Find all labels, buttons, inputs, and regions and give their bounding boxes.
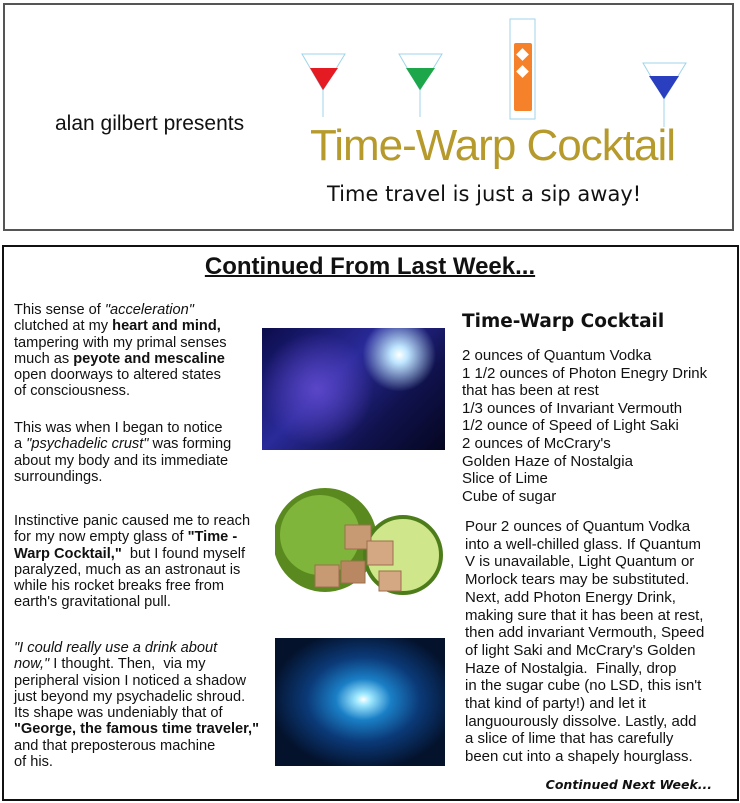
text-span: tampering with my primal senses (14, 334, 227, 351)
article-paragraph-2 (14, 420, 231, 485)
text-span: open doorways to altered states (14, 367, 221, 384)
text-span: a (14, 436, 27, 453)
continued-next-week: Continued Next Week... (545, 777, 712, 792)
paragraph-line (14, 469, 231, 485)
list-line: 2 ounces of McCrary's (462, 434, 611, 452)
tagline: Time travel is just a sip away! (327, 182, 642, 206)
list-line: that kind of party!) and let it (465, 695, 646, 713)
text-span: Instinctive panic caused me to reach (14, 513, 251, 529)
paragraph-line (14, 594, 250, 610)
paragraph-line (14, 436, 231, 452)
logo-title: Time-Warp Cocktail (310, 121, 676, 170)
header-banner (3, 3, 734, 231)
list-line: 2 ounces of Quantum Vodka (462, 347, 652, 364)
bold-text: "Time - (187, 529, 238, 546)
list-line: a slice of lime that has carefully (465, 730, 674, 748)
article-paragraph-1 (14, 302, 227, 400)
paragraph-line (14, 367, 227, 383)
paragraph-line (14, 689, 259, 705)
list-line: 1/3 ounces of Invariant Vermouth (462, 399, 683, 417)
list-line: been cut into a shapely hourglass. (465, 748, 693, 766)
paragraph-line (14, 656, 259, 672)
paragraph-line (14, 673, 259, 689)
headline: Continued From Last Week... (204, 253, 536, 280)
paragraph-line (14, 420, 231, 436)
list-line: that has been at rest (462, 382, 599, 400)
presenter-text: alan gilbert presents (55, 112, 245, 135)
list-line: Morlock tears may be substituted. (465, 571, 690, 589)
paragraph-line (14, 562, 250, 578)
article-paragraph-4 (14, 640, 259, 770)
bold-text: peyote and mescaline (73, 350, 225, 367)
paragraph-line (14, 546, 250, 562)
bold-text: Warp Cocktail," (14, 545, 122, 562)
text-span: but I found myself (121, 545, 246, 562)
paragraph-line (14, 721, 259, 737)
text-span: and that preposterous machine (14, 737, 216, 754)
text-span: about my body and its immediate (14, 452, 229, 469)
text-span: paralyzed, much as an astronaut is (14, 561, 241, 578)
bold-text: "George, the famous time traveler," (14, 721, 259, 738)
paragraph-line (14, 578, 250, 594)
paragraph-line (14, 318, 227, 334)
text-span: of consciousness. (14, 383, 131, 400)
text-span: for my now empty glass of (14, 529, 188, 546)
paragraph-line (14, 513, 250, 529)
text-span: I thought. Then, via my (49, 656, 206, 673)
text-span: peripheral vision I noticed a shadow (14, 672, 247, 689)
text-span: while his rocket breaks free from (14, 578, 225, 595)
orange-highball-icon (510, 19, 535, 119)
cosmic-galaxy-image (262, 328, 445, 450)
list-line: V is unavailable, Light Quantum or (465, 553, 695, 571)
text-span: of his. (14, 754, 53, 771)
list-line: 1 1/2 ounces of Photon Enegry Drink (462, 364, 708, 382)
paragraph-line (14, 383, 227, 399)
list-line: Haze of Nostalgia. Finally, drop (465, 659, 677, 677)
list-line: languourously dissolve. Lastly, add (465, 712, 697, 730)
ingredients-list (462, 347, 707, 505)
paragraph-line (14, 738, 259, 754)
list-line: of light Saki and McCrary's Golden (465, 641, 696, 659)
paragraph-line (14, 302, 227, 318)
paragraph-line (14, 705, 259, 721)
text-span: This sense of (14, 302, 105, 318)
text-span: Its shape was undeniably that of (14, 705, 223, 722)
list-line: Pour 2 ounces of Quantum Vodka (465, 518, 691, 535)
paragraph-line (14, 640, 259, 656)
text-span: surroundings. (14, 468, 103, 485)
italic-text: "acceleration" (104, 302, 194, 318)
text-span: This was when I began to notice (14, 420, 223, 436)
red-martini-icon (302, 54, 345, 117)
paragraph-line (14, 335, 227, 351)
text-span: clutched at my (14, 318, 113, 335)
italic-text: "psychadelic crust" (26, 436, 149, 453)
text-span: just beyond my psychadelic shroud. (14, 688, 246, 705)
list-line: 1/2 ounce of Speed of Light Saki (462, 417, 679, 435)
green-martini-icon (399, 54, 442, 117)
list-line: Next, add Photon Energy Drink, (465, 588, 676, 606)
italic-text: "I could really use a drink about (14, 640, 218, 656)
bold-text: heart and mind, (112, 318, 221, 335)
list-line: Cube of sugar (462, 487, 557, 505)
list-line: then add invariant Vermouth, Speed (465, 624, 705, 642)
text-span: was forming (148, 436, 232, 453)
time-vortex-image (275, 638, 445, 766)
list-line: into a well-chilled glass. If Quantum (465, 535, 701, 553)
article-paragraph-3 (14, 513, 250, 611)
paragraph-line (14, 754, 259, 770)
text-span: earth's gravitational pull. (14, 594, 171, 611)
blue-martini-icon (643, 63, 686, 127)
italic-text: now," (14, 656, 50, 673)
paragraph-line (14, 453, 231, 469)
paragraph-line (14, 529, 250, 545)
recipe-instructions (465, 518, 704, 766)
list-line: Golden Haze of Nostalgia (462, 452, 633, 470)
recipe-title: Time-Warp Cocktail (462, 311, 665, 332)
list-line: in the sugar cube (no LSD, this isn't (465, 677, 702, 695)
paragraph-line (14, 351, 227, 367)
text-span: much as (14, 350, 74, 367)
list-line: Slice of Lime (462, 470, 548, 488)
list-line: making sure that it has been at rest, (465, 606, 704, 624)
lime-and-sugar-cubes-image (275, 485, 445, 602)
